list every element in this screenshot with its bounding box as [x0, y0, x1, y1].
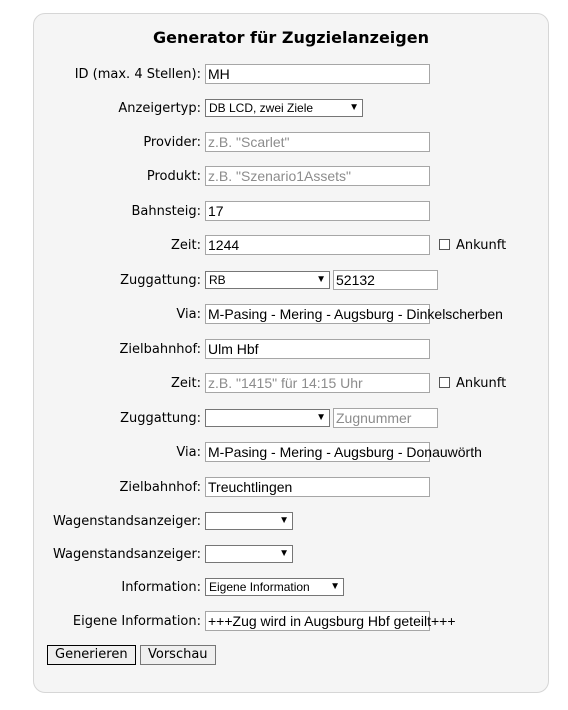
train2-ankunft-label: Ankunft: [456, 376, 507, 391]
train2-ankunft-checkbox[interactable]: [439, 377, 450, 388]
wagenstand2-row: [34, 544, 548, 566]
provider-label: Provider:: [143, 135, 201, 150]
train1-ziel-input[interactable]: Ulm Hbf: [205, 339, 430, 359]
train1-ziel-label: Zielbahnhof:: [119, 342, 201, 357]
train2-via-row: [34, 442, 548, 464]
id-input[interactable]: MH: [205, 64, 430, 84]
train1-zeit-row: [34, 235, 548, 257]
train1-zuggattung-label: Zuggattung:: [120, 273, 201, 288]
provider-row: [34, 132, 548, 154]
train2-zeit-label: Zeit:: [171, 376, 201, 391]
information-label: Information:: [121, 580, 201, 595]
chevron-down-icon: ▼: [279, 515, 289, 526]
anzeigertyp-row: [34, 98, 548, 120]
bahnsteig-input[interactable]: 17: [205, 201, 430, 221]
produkt-row: [34, 166, 548, 188]
information-value: Eigene Information: [209, 580, 310, 594]
wagenstand1-row: [34, 511, 548, 533]
chevron-down-icon: ▼: [330, 581, 340, 592]
train1-zuggattung-select[interactable]: [205, 271, 330, 289]
wagenstand1-label: Wagenstandsanzeiger:: [53, 514, 201, 529]
produkt-label: Produkt:: [146, 169, 201, 184]
anzeigertyp-select[interactable]: [205, 99, 363, 117]
train2-ziel-row: [34, 477, 548, 499]
train1-ankunft-label: Ankunft: [456, 238, 507, 253]
information-select[interactable]: [205, 578, 344, 596]
train2-zuggattung-row: [34, 408, 548, 430]
train2-zugnummer-input[interactable]: Zugnummer: [333, 408, 438, 428]
train1-zeit-input[interactable]: 1244: [205, 235, 430, 255]
bahnsteig-label: Bahnsteig:: [131, 204, 201, 219]
train2-zeit-row: [34, 373, 548, 395]
train1-via-row: [34, 304, 548, 326]
page-title: Generator für Zugzielanzeigen: [153, 28, 429, 47]
eigene-information-row: [34, 611, 548, 633]
train2-via-label: Via:: [176, 445, 201, 460]
train1-ankunft-checkbox[interactable]: [439, 239, 450, 250]
train2-via-input[interactable]: M-Pasing - Mering - Augsburg - Donauwörth: [205, 442, 430, 462]
produkt-input[interactable]: z.B. "Szenario1Assets": [205, 166, 430, 186]
wagenstand2-select[interactable]: [205, 545, 293, 563]
wagenstand1-select[interactable]: [205, 512, 293, 530]
chevron-down-icon: ▼: [316, 412, 326, 423]
eigene-information-input[interactable]: +++Zug wird in Augsburg Hbf geteilt+++: [205, 611, 430, 631]
train1-ziel-row: [34, 339, 548, 361]
train2-zeit-input[interactable]: z.B. "1415" für 14:15 Uhr: [205, 373, 430, 393]
train1-zuggattung-row: [34, 270, 548, 292]
preview-button[interactable]: Vorschau: [140, 645, 216, 665]
bahnsteig-row: [34, 201, 548, 223]
chevron-down-icon: ▼: [349, 102, 359, 113]
eigene-information-label: Eigene Information:: [72, 614, 201, 629]
train1-via-input[interactable]: M-Pasing - Mering - Augsburg - Dinkelscherben: [205, 304, 430, 324]
anzeigertyp-value: DB LCD, zwei Ziele: [209, 101, 314, 115]
train2-zuggattung-label: Zuggattung:: [120, 411, 201, 426]
id-label: ID (max. 4 Stellen):: [74, 67, 201, 82]
train1-via-label: Via:: [176, 307, 201, 322]
id-row: [34, 64, 548, 86]
train1-zuggattung-value: RB: [209, 273, 226, 287]
train2-ziel-label: Zielbahnhof:: [119, 480, 201, 495]
train1-zugnummer-input[interactable]: 52132: [333, 270, 438, 290]
information-row: [34, 577, 548, 599]
train2-zuggattung-select[interactable]: [205, 409, 330, 427]
generator-panel: [33, 13, 549, 693]
anzeigertyp-label: Anzeigertyp:: [118, 101, 201, 116]
generate-button[interactable]: Generieren: [47, 645, 136, 665]
chevron-down-icon: ▼: [279, 548, 289, 559]
provider-input[interactable]: z.B. "Scarlet": [205, 132, 430, 152]
wagenstand2-label: Wagenstandsanzeiger:: [53, 547, 201, 562]
train1-zeit-label: Zeit:: [171, 238, 201, 253]
train2-ziel-input[interactable]: Treuchtlingen: [205, 477, 430, 497]
chevron-down-icon: ▼: [316, 274, 326, 285]
